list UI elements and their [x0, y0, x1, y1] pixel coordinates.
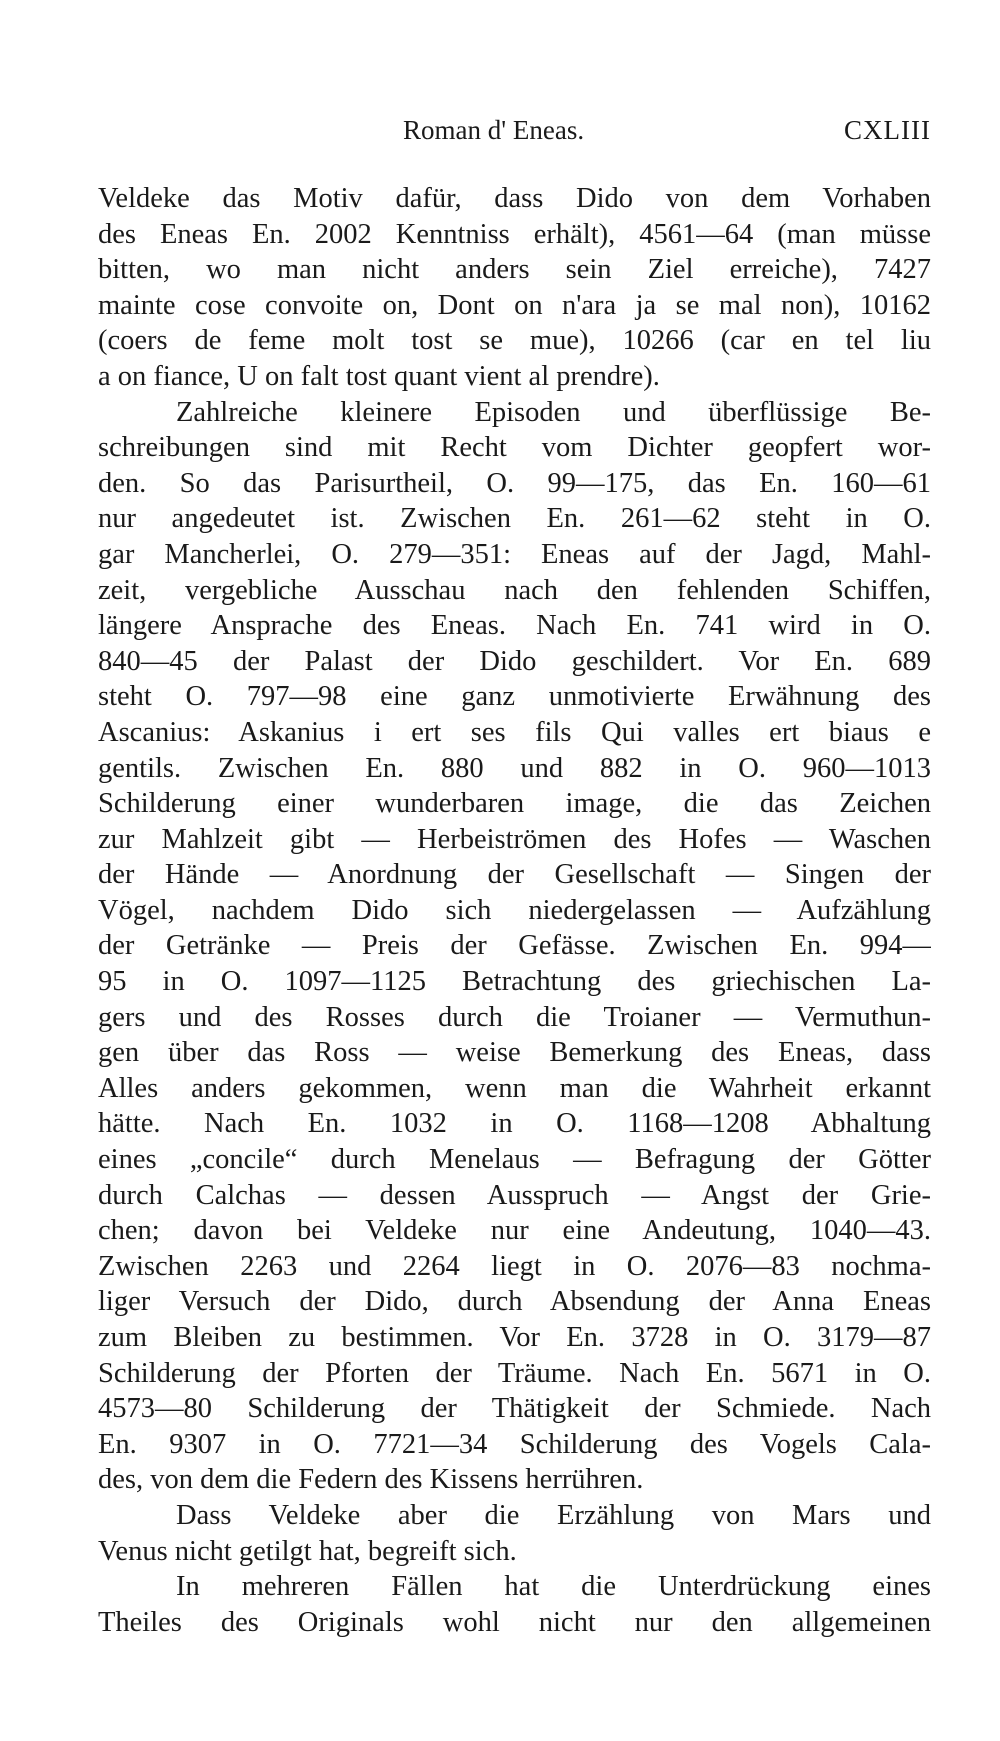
paragraph-start-line: In mehreren Fällen hat die Unterdrückung eines [176, 1571, 931, 1603]
text-line: 4573—80 Schilderung der Thätigkeit der Schmiede. Nach [98, 1393, 931, 1425]
text-line: den. So das Parisurtheil, O. 99—175, das En. 160—61 [98, 467, 931, 499]
text-line: der Hände — Anordnung der Gesellschaft — Singen der [98, 859, 931, 891]
running-title: Roman d' Eneas. [403, 115, 585, 145]
text-line: 95 in O. 1097—1125 Betrachtung des griechischen La- [98, 966, 931, 998]
text-line: schreibungen sind mit Recht vom Dichter geopfert wor- [98, 432, 931, 464]
text-line: Vögel, nachdem Dido sich niedergelassen — Aufzählung [98, 894, 931, 926]
body-text [98, 181, 931, 1640]
text-line: Schilderung einer wunderbaren image, die das Zeichen [98, 788, 931, 820]
text-line: zur Mahlzeit gibt — Herbeiströmen des Hofes — Waschen [98, 823, 931, 855]
text-line: Ascanius: Askanius i ert ses fils Qui valles ert biaus e [98, 716, 931, 748]
text-line: a on fiance, U on falt tost quant vient al prendre). [98, 360, 660, 392]
text-line: (coers de feme molt tost se mue), 10266 (car en tel liu [98, 325, 931, 357]
text-line: zum Bleiben zu bestimmen. Vor En. 3728 in O. 3179—87 [98, 1322, 931, 1353]
text-line: Schilderung der Pforten der Träume. Nach En. 5671 in O. [98, 1357, 931, 1389]
text-line: Venus nicht getilgt hat, begreift sich. [98, 1535, 517, 1567]
text-line: mainte cose convoite on, Dont on n'ara ja se mal non), 10162 [98, 289, 931, 321]
text-line: gen über das Ross — weise Bemerkung des Eneas, dass [98, 1037, 931, 1069]
text-line: bitten, wo man nicht anders sein Ziel erreiche), 7427 [98, 254, 931, 286]
text-line: gar Mancherlei, O. 279—351: Eneas auf der Jagd, Mahl- [98, 538, 931, 570]
text-line: 840—45 der Palast der Dido geschildert. Vor En. 689 [98, 645, 931, 677]
text-line: gentils. Zwischen En. 880 und 882 in O. 960—1013 [98, 752, 931, 784]
text-line: durch Calchas — dessen Ausspruch — Angst der Grie- [98, 1179, 931, 1211]
paragraph-start-line: Zahlreiche kleinere Episoden und überflüssige Be- [176, 396, 931, 428]
text-line: steht O. 797—98 eine ganz unmotivierte Erwähnung des [98, 681, 931, 713]
text-line: hätte. Nach En. 1032 in O. 1168—1208 Abhaltung [98, 1108, 931, 1140]
text-line: Zwischen 2263 und 2264 liegt in O. 2076—83 nochma- [98, 1250, 931, 1282]
running-header [98, 110, 931, 150]
text-line: der Getränke — Preis der Gefässe. Zwischen En. 994— [98, 930, 931, 962]
text-line: des, von dem die Federn des Kissens herrühren. [98, 1464, 644, 1496]
text-line: Alles anders gekommen, wenn man die Wahrheit erkannt [98, 1072, 931, 1104]
text-line: eines „concile“ durch Menelaus — Befragung der Götter [98, 1144, 931, 1176]
text-line: Veldeke das Motiv dafür, dass Dido von dem Vorhaben [98, 183, 931, 214]
paragraph-start-line: Dass Veldeke aber die Erzählung von Mars und [176, 1499, 931, 1531]
text-line: gers und des Rosses durch die Troianer — Vermuthun- [98, 1001, 931, 1033]
text-line: nur angedeutet ist. Zwischen En. 261—62 steht in O. [98, 503, 931, 535]
text-line: liger Versuch der Dido, durch Absendung der Anna Eneas [98, 1286, 931, 1318]
page-number: CXLIII [844, 115, 931, 145]
text-line: zeit, vergebliche Ausschau nach den fehlenden Schiffen, [98, 574, 931, 606]
text-line: chen; davon bei Veldeke nur eine Andeutung, 1040—43. [98, 1215, 931, 1247]
text-line: Theiles des Originals wohl nicht nur den allgemeinen [98, 1606, 931, 1638]
text-line: En. 9307 in O. 7721—34 Schilderung des Vogels Cala- [98, 1428, 931, 1460]
text-line: längere Ansprache des Eneas. Nach En. 741 wird in O. [98, 610, 931, 642]
text-line: des Eneas En. 2002 Kenntniss erhält), 4561—64 (man müsse [98, 218, 931, 250]
